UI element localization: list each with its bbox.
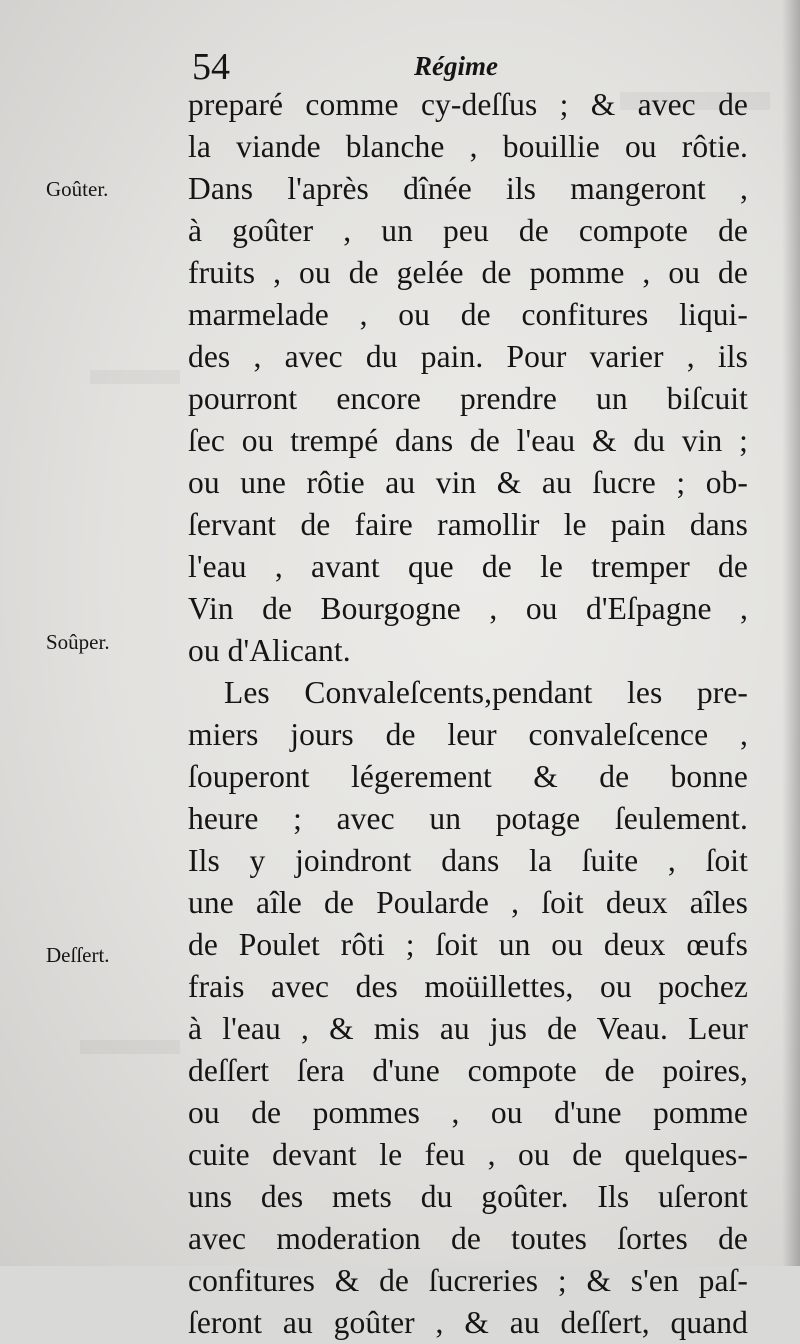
text-line: frais avec des moüillettes, ou pochez bbox=[188, 969, 748, 1004]
text-line: fruits , ou de gelée de pomme , ou de bbox=[188, 255, 748, 290]
margin-note-souper: Soûper. bbox=[46, 630, 110, 654]
text-line: Vin de Bourgogne , ou d'Eſpagne , bbox=[188, 591, 748, 626]
text-line: miers jours de leur convaleſcence , bbox=[188, 717, 748, 752]
margin-note-dessert: Deſſert. bbox=[46, 943, 110, 967]
text-line: Ils y joindront dans la ſuite , ſoit bbox=[188, 843, 748, 878]
text-line: uns des mets du goûter. Ils uſeront bbox=[188, 1179, 748, 1214]
text-line: ou une rôtie au vin & au ſucre ; ob- bbox=[188, 465, 748, 500]
show-through-smudge bbox=[80, 1040, 180, 1054]
text-line: confitures & de ſucreries ; & s'en paſ- bbox=[188, 1263, 748, 1298]
margin-note-gouter: Goûter. bbox=[46, 177, 109, 201]
page-edge-shadow bbox=[782, 0, 800, 1266]
text-line: cuite devant le feu , ou de quelques- bbox=[188, 1137, 748, 1172]
text-line: de Poulet rôti ; ſoit un ou deux œufs bbox=[188, 927, 748, 962]
running-title: Régime bbox=[414, 51, 498, 81]
text-line: Dans l'après dînée ils mangeront , bbox=[188, 171, 748, 206]
text-line: heure ; avec un potage ſeulement. bbox=[188, 801, 748, 836]
text-line: avec moderation de toutes ſortes de bbox=[188, 1221, 748, 1256]
text-line: l'eau , avant que de le tremper de bbox=[188, 549, 748, 584]
text-line: ſeront au goûter , & au deſſert, quand bbox=[188, 1305, 748, 1340]
text-line: ſervant de faire ramollir le pain dans bbox=[188, 507, 748, 542]
text-line: ſec ou trempé dans de l'eau & du vin ; bbox=[188, 423, 748, 458]
body-text bbox=[188, 84, 748, 1344]
page-number: 54 bbox=[192, 46, 230, 88]
show-through-smudge bbox=[90, 370, 180, 384]
text-line: à goûter , un peu de compote de bbox=[188, 213, 748, 248]
text-line: à l'eau , & mis au jus de Veau. Leur bbox=[188, 1011, 748, 1046]
text-line: des , avec du pain. Pour varier , ils bbox=[188, 339, 748, 374]
text-line: deſſert ſera d'une compote de poires, bbox=[188, 1053, 748, 1088]
text-line: une aîle de Poularde , ſoit deux aîles bbox=[188, 885, 748, 920]
text-line: marmelade , ou de confitures liqui- bbox=[188, 297, 748, 332]
text-line: ſouperont légerement & de bonne bbox=[188, 759, 748, 794]
text-line: preparé comme cy-deſſus ; & avec de bbox=[188, 87, 748, 122]
text-line: ou de pommes , ou d'une pomme bbox=[188, 1095, 748, 1130]
text-line: Les Convaleſcents,pendant les pre- bbox=[224, 675, 748, 710]
text-line: pourront encore prendre un biſcuit bbox=[188, 381, 748, 416]
text-line: la viande blanche , bouillie ou rôtie. bbox=[188, 129, 748, 164]
text-line: ou d'Alicant. bbox=[188, 633, 351, 668]
